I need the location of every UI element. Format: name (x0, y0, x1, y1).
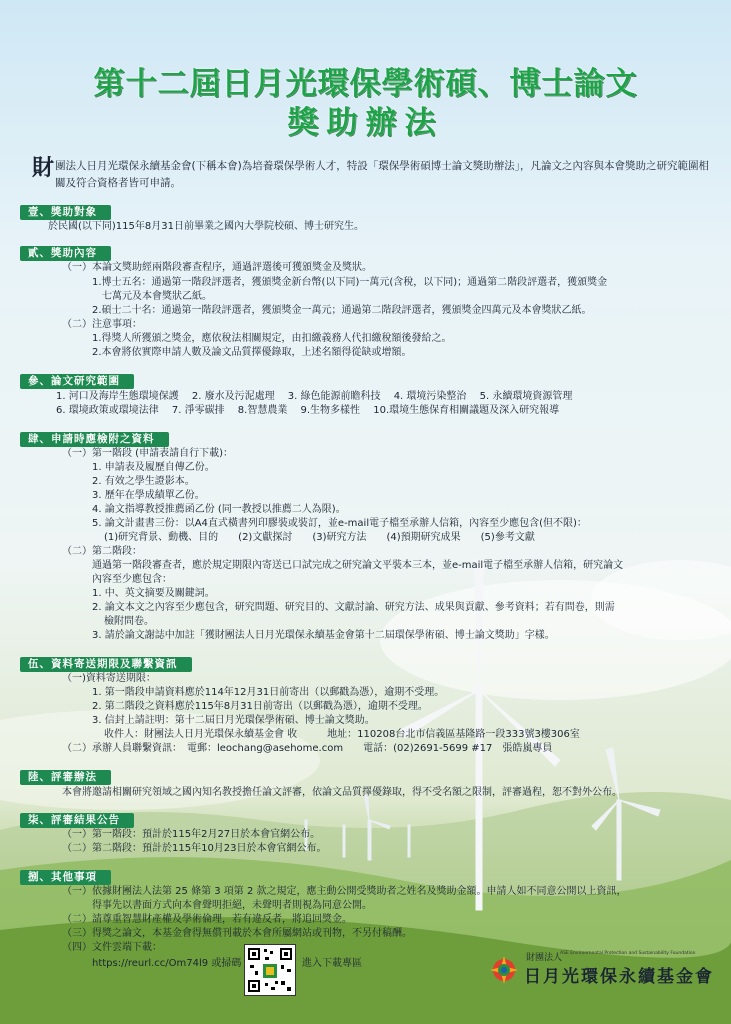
s4-line: 2. 論文本文之內容至少應包含，研究問題、研究目的、文獻討論、研究方法、成果與貢獻、參考資料；若有問卷，則需 (92, 602, 615, 613)
s5-line: 3. 信封上請註明：第十二屆日月光環保學術碩、博士論文獎助。 (92, 715, 375, 726)
s8-line: （一）依據財團法人法第 25 條第 3 項第 2 款之規定，應主動公開受獎助者之姓名及獎助金額。申請人如不同意公開以上資訊， (62, 886, 627, 897)
s5-line: （一)資料寄送期限： (62, 673, 156, 684)
s5-line: 1. 第一階段申請資料應於114年12月31日前寄出（以郵戳為憑），逾期不受理。 (92, 687, 445, 698)
download-label: 進入下載專區 (302, 958, 362, 969)
section-heading-8: 捌、其他事項 (20, 870, 111, 885)
qr-code-icon[interactable] (244, 944, 296, 996)
page-title-line2: 獎助辦法 (287, 105, 444, 141)
s4-line: 4. 論文指導教授推薦函乙份 (同一教授以推薦二人為限)。 (92, 504, 346, 515)
s4-line: 2. 有效之學生證影本。 (92, 476, 195, 487)
section-heading-5: 伍、資料寄送期限及聯繫資訊 (20, 657, 192, 672)
s6-line: 本會將邀請相關研究領域之國內知名教授擔任論文評審，依論文品質擇優錄取，得不受名額之限制，評審過程，恕不對外公布。 (62, 787, 622, 798)
s5-line: 收件人：財團法人日月光環保永續基金會 收 地址：110208台北市信義區基隆路一段333號3樓306室 (104, 729, 580, 740)
s2-line: （二）注意事項： (62, 319, 142, 330)
logo-text-large: 日月光環保永續基金會 (524, 967, 714, 987)
logo-text-english: ASE Environmental Protection and Sustainability Foundation (560, 951, 696, 956)
s2-line: （一）本論文獎助經兩階段審查程序，通過評選後可獲頒獎金及獎狀。 (62, 262, 372, 273)
s4-line: （二）第二階段： (62, 546, 142, 557)
s7-line: （二）第二階段：預計於115年10月23日於本會官網公布。 (62, 843, 327, 854)
s7-line: （一）第一階段：預計於115年2月27日於本會官網公布。 (62, 829, 321, 840)
s2-line: 七萬元及本會獎狀乙紙。 (102, 291, 212, 302)
s4-line: （一）第一階段 (申請表請自行下載)： (62, 448, 233, 459)
s4-line: 檢附問卷。 (104, 616, 154, 627)
s4-line: 內容至少應包含： (92, 574, 172, 585)
intro-paragraph (32, 158, 712, 192)
s5-line: 2. 第二階段之資料應於115年8月31日前寄出（以郵戳為憑），逾期不受理。 (92, 701, 428, 712)
s4-line: 5. 論文計畫書三份：以A4直式橫書列印膠裝或裝訂，並e-mail電子檔至承辦人信箱，內容至少應包含(但不限)： (92, 518, 587, 529)
s2-line: 2.本會將依實際申請人數及論文品質擇優錄取，上述名額得從缺或增額。 (92, 347, 412, 358)
s4-line: 1. 中、英文摘要及關鍵詞。 (92, 588, 215, 599)
section-heading-7: 柒、評審結果公告 (20, 813, 134, 828)
s4-line: 1. 申請表及履歷自傳乙份。 (92, 462, 215, 473)
s8-line: （四）文件雲端下載： (62, 942, 162, 953)
s4-line: 3. 請於論文謝誌中加註「獲財團法人日月光環保永續基金會第十二屆環保學術碩、博士論文獎助」字樣。 (92, 630, 555, 641)
s5-line: （二）承辦人員聯繫資訊： 電郵：leochang@asehome.com 電話：(02)2691-5699 #17 張皓嵐專員 (62, 743, 553, 754)
s8-line: 得事先以書面方式向本會聲明拒絕，未聲明者則視為同意公開。 (92, 900, 372, 911)
section-heading-2: 貳、獎助內容 (20, 246, 111, 261)
section-heading-4: 肆、申請時應檢附之資料 (20, 432, 169, 447)
s3-line: 1. 河口及海岸生態環境保護 2. 廢水及污泥處理 3. 綠色能源前瞻科技 4. 環境污染整治 5. 永續環境資源管理 (56, 391, 573, 402)
logo-text-small: 財團法人 (526, 953, 563, 963)
s4-line: (1)研究背景、動機、目的 (2)文獻探討 (3)研究方法 (4)預期研究成果 (5)參考文獻 (104, 532, 535, 543)
s2-line: 1.得獎人所獲頒之獎金，應依稅法相關規定，由扣繳義務人代扣繳稅額後發給之。 (92, 333, 452, 344)
section-heading-6: 陸、評審辦法 (20, 770, 111, 785)
s2-line: 2.碩士二十名：通過第一階段評選者，獲頒獎金一萬元；通過第二階段評選者，獲頒獎金四萬元及本會獎狀乙紙。 (92, 305, 592, 316)
s4-line: 3. 歷年在學成績單乙份。 (92, 490, 205, 501)
s8-line: （三）得獎之論文，本基金會得無償刊載於本會所屬網站或刊物，不另付稿酬。 (62, 928, 412, 939)
intro-dropcap: 財 (32, 156, 55, 181)
page-title-line1: 第十二屆日月光環保學術碩、博士論文 (93, 66, 638, 102)
s2-line: 1.博士五名：通過第一階段評選者，獲頒獎金新台幣(以下同)一萬元(含稅，以下同)；通過第二階段評選者，獲頒獎金 (92, 277, 608, 288)
intro-text: 團法人日月光環保永續基金會(下稱本會)為培養環保學術人才，特設「環保學術碩博士論文獎助辦法」，凡論文之內容與本會獎助之研究範圍相關及符合資格者皆可申請。 (55, 160, 709, 189)
s4-line: 通過第一階段審查者，應於規定期限內寄送已口試完成之研究論文平裝本三本，並e-mail電子檔至承辦人信箱，研究論文 (92, 560, 624, 571)
s8-line: （二）請尊重智慧財產權及學術倫理，若有違反者，將追回獎金。 (62, 914, 352, 925)
section-heading-1: 壹、獎助對象 (20, 205, 111, 220)
download-link[interactable]: https://reurl.cc/Om74l9 或掃碼 (92, 958, 242, 969)
s1-line: 於民國(以下同)115年8月31日前畢業之國內大學院校碩、博士研究生。 (48, 221, 364, 232)
section-heading-3: 參、論文研究範圍 (20, 374, 134, 389)
s3-line: 6. 環境政策或環境法律 7. 淨零碳排 8.智慧農業 9.生物多樣性 10.環境生態保育相關議題及深入研究報導 (56, 405, 560, 416)
